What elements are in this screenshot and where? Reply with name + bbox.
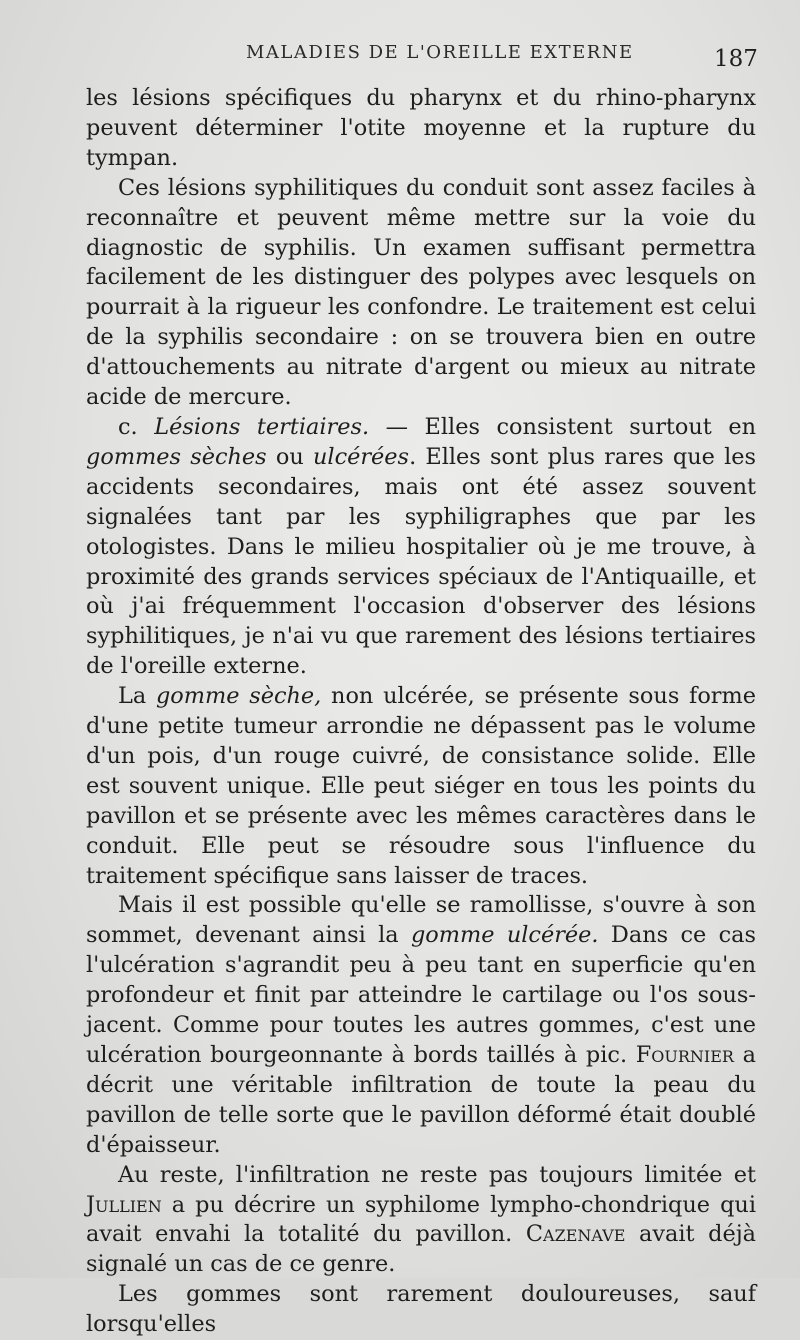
page-number: 187 — [714, 46, 758, 72]
paragraph-1 — [86, 84, 756, 174]
paragraph-6-text: avait déjà signalé un cas de ce genre. — [86, 1221, 756, 1278]
term-gommes-seches: gommes sèches — [86, 443, 267, 470]
term-gomme-seche: gomme sèche, — [155, 683, 322, 710]
paragraph-4-lead: La — [118, 683, 156, 710]
page-header — [0, 40, 800, 70]
paragraph-5-text: a décrit une véritable infiltration de toute la peau du pavillon de telle sorte que le pavillon déformé était doublé d'épaisseur. — [86, 1042, 756, 1158]
body-text — [86, 84, 756, 1340]
author-fournier: Fournier — [635, 1042, 734, 1068]
author-jullien: Jullien — [86, 1191, 162, 1218]
paragraph-2-text: Ces lésions syphilitiques du conduit sont assez faciles à reconnaître et peuvent même mettre sur la voie du diagnostic de syphilis. Un examen suffisant permettra facilement de les distinguer des polypes avec lesquels on pourrait à la rigueur les confondre. Le traitement est celui de la syphilis secondaire : on se trouvera bien en outre d'attouchements au nitrate d'argent ou mieux au nitrate acide de mercure. — [86, 174, 756, 411]
author-cazenave: Cazenave — [525, 1221, 626, 1248]
running-title: MALADIES DE L'OREILLE EXTERNE — [246, 42, 634, 63]
section-heading: Lésions tertiaires. — [154, 413, 370, 440]
paragraph-7 — [86, 1280, 756, 1340]
paragraph-2 — [86, 174, 756, 413]
paragraph-3-conjunction: ou — [266, 443, 313, 470]
paragraph-5-middle: Dans ce cas l'ulcération s'agrandit peu à peu tant en superficie qu'en profondeur et finit par atteindre le cartilage ou l'os sous-jacent. Comme pour toutes les autres gommes, c'est une ulcération bourgeonnante à bords taillés à pic. — [86, 922, 756, 1068]
paragraph-5 — [86, 891, 756, 1160]
paragraph-6-lead: Au reste, l'infiltration ne reste pas toujours limitée et — [118, 1161, 756, 1188]
paragraph-3-text: . Elles sont plus rares que les accidents secondaires, mais ont été assez souvent signalées tant par les syphiligraphes que par les otologistes. Dans le milieu hospitalier où je me trouve, à proximité des grands services spéciaux de l'Antiquaille, et où j'ai fréquemment l'occasion d'observer des lésions syphilitiques, je n'ai vu que rarement des lésions tertiaires de l'oreille externe. — [86, 443, 756, 680]
term-gomme-ulceree: gomme ulcérée. — [410, 922, 599, 949]
paragraph-7-text: Les gommes sont rarement douloureuses, sauf lorsqu'elles — [86, 1281, 756, 1338]
paragraph-3-intro: — Elles consistent surtout en — [369, 413, 756, 440]
paragraph-6 — [86, 1161, 756, 1281]
section-letter: c. — [118, 413, 155, 440]
paragraph-3 — [86, 413, 756, 682]
paragraph-5-lead: Mais il est possible qu'elle se ramollisse, s'ouvre à son sommet, devenant ainsi la — [86, 892, 756, 949]
paragraph-4-text: non ulcérée, se présente sous forme d'une petite tumeur arrondie ne dépassent pas le volume d'un pois, d'un rouge cuivré, de consistance solide. Elle est souvent unique. Elle peut siéger en tous les points du pavillon et se présente avec les mêmes caractères dans le conduit. Elle peut se résoudre sous l'influence du traitement spécifique sans laisser de traces. — [86, 683, 756, 889]
paragraph-1-text: les lésions spécifiques du pharynx et du rhino-pharynx peuvent déterminer l'otite moyenne et la rupture du tympan. — [86, 85, 756, 171]
term-ulcerees: ulcérées — [312, 443, 410, 470]
paragraph-6-middle: a pu décrire un syphilome lympho-chondrique qui avait envahi la totalité du pavillon. — [86, 1191, 756, 1248]
paragraph-4 — [86, 682, 756, 891]
